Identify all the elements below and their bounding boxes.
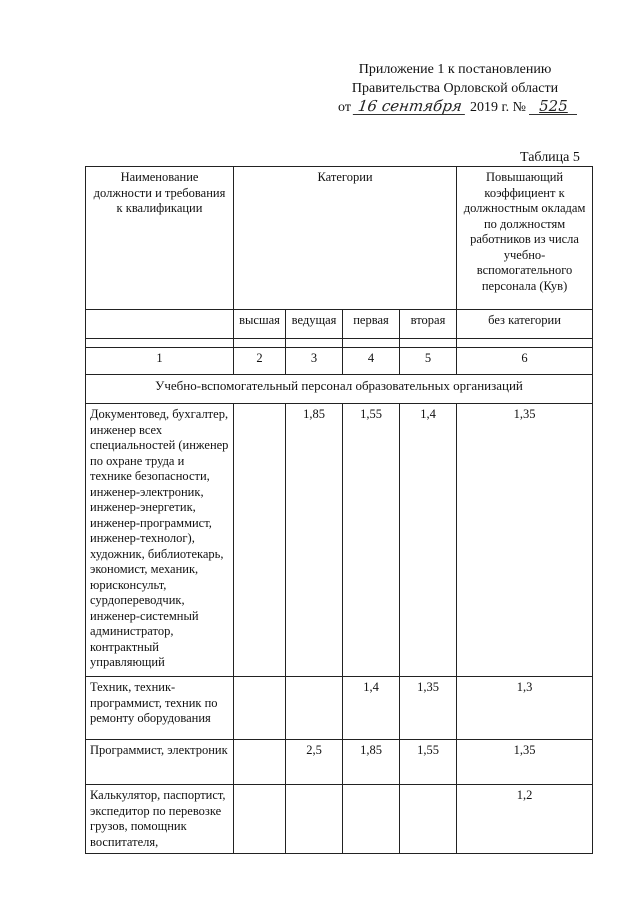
column-number: 5 — [400, 348, 457, 375]
value-second: 1,55 — [400, 740, 457, 785]
section-row — [86, 375, 593, 404]
appendix-line-1: Приложение 1 к постановлению — [358, 62, 552, 77]
table-separator — [86, 339, 593, 348]
column-number: 6 — [457, 348, 593, 375]
value-leading — [286, 785, 343, 854]
subheader-highest: высшая — [234, 310, 286, 339]
value-no-category: 1,3 — [457, 677, 593, 740]
value-first: 1,85 — [343, 740, 400, 785]
value-highest — [234, 740, 286, 785]
value-first — [343, 785, 400, 854]
value-no-category: 1,2 — [457, 785, 593, 854]
subheader-second: вторая — [400, 310, 457, 339]
value-leading — [286, 677, 343, 740]
from-label: от — [338, 100, 351, 115]
table-row — [86, 785, 593, 854]
categories-column-header: Категории — [234, 167, 457, 310]
value-no-category: 1,35 — [457, 404, 593, 677]
value-no-category: 1,35 — [457, 740, 593, 785]
column-number-row — [86, 348, 593, 375]
value-highest — [234, 677, 286, 740]
value-leading: 2,5 — [286, 740, 343, 785]
position-cell: Документовед, бухгалтер, инженер всех специальностей (инженер по охране труда и технике безопасности, инженер-электроник, инженер-энергетик, инженер-программист, инженер-технолог), художник, библиотекарь, экономист, механик, юрисконсульт, сурдопереводчик, инженер-системный администратор, контрактный управляющий — [86, 404, 234, 677]
appendix-line-3 — [330, 98, 580, 117]
handwritten-number: 525 — [529, 98, 577, 115]
position-cell: Калькулятор, паспортист, экспедитор по перевозке грузов, помощник воспитателя, — [86, 785, 234, 854]
subheader-no-category: без категории — [457, 310, 593, 339]
position-cell: Техник, техник-программист, техник по ремонту оборудования — [86, 677, 234, 740]
year-number-label: 2019 г. № — [469, 100, 526, 115]
section-title: Учебно-вспомогательный персонал образовательных организаций — [86, 375, 593, 404]
column-number: 1 — [86, 348, 234, 375]
value-second: 1,4 — [400, 404, 457, 677]
appendix-line-2: Правительства Орловской области — [351, 81, 559, 96]
table-row — [86, 677, 593, 740]
value-highest — [234, 404, 286, 677]
table-header-row — [86, 167, 593, 310]
value-first: 1,4 — [343, 677, 400, 740]
table-label: Таблица 5 — [520, 150, 580, 165]
value-second — [400, 785, 457, 854]
subheader-leading: ведущая — [286, 310, 343, 339]
empty-subheader-cell — [86, 310, 234, 339]
coefficient-column-header: Повышающий коэффициент к должностным окладам по должностям работников из числа учебно-вспомогательного персонала (Кув) — [457, 167, 593, 310]
column-number: 4 — [343, 348, 400, 375]
handwritten-date: 16 сентября — [353, 98, 467, 115]
coefficients-table — [85, 166, 593, 854]
table-row — [86, 740, 593, 785]
value-leading: 1,85 — [286, 404, 343, 677]
value-second: 1,35 — [400, 677, 457, 740]
column-number: 2 — [234, 348, 286, 375]
position-cell: Программист, электроник — [86, 740, 234, 785]
column-number: 3 — [286, 348, 343, 375]
appendix-header — [330, 60, 580, 117]
value-highest — [234, 785, 286, 854]
table-row — [86, 404, 593, 677]
value-first: 1,55 — [343, 404, 400, 677]
category-subheader-row — [86, 310, 593, 339]
subheader-first: первая — [343, 310, 400, 339]
position-column-header: Наименование должности и требования к квалификации — [86, 167, 234, 310]
